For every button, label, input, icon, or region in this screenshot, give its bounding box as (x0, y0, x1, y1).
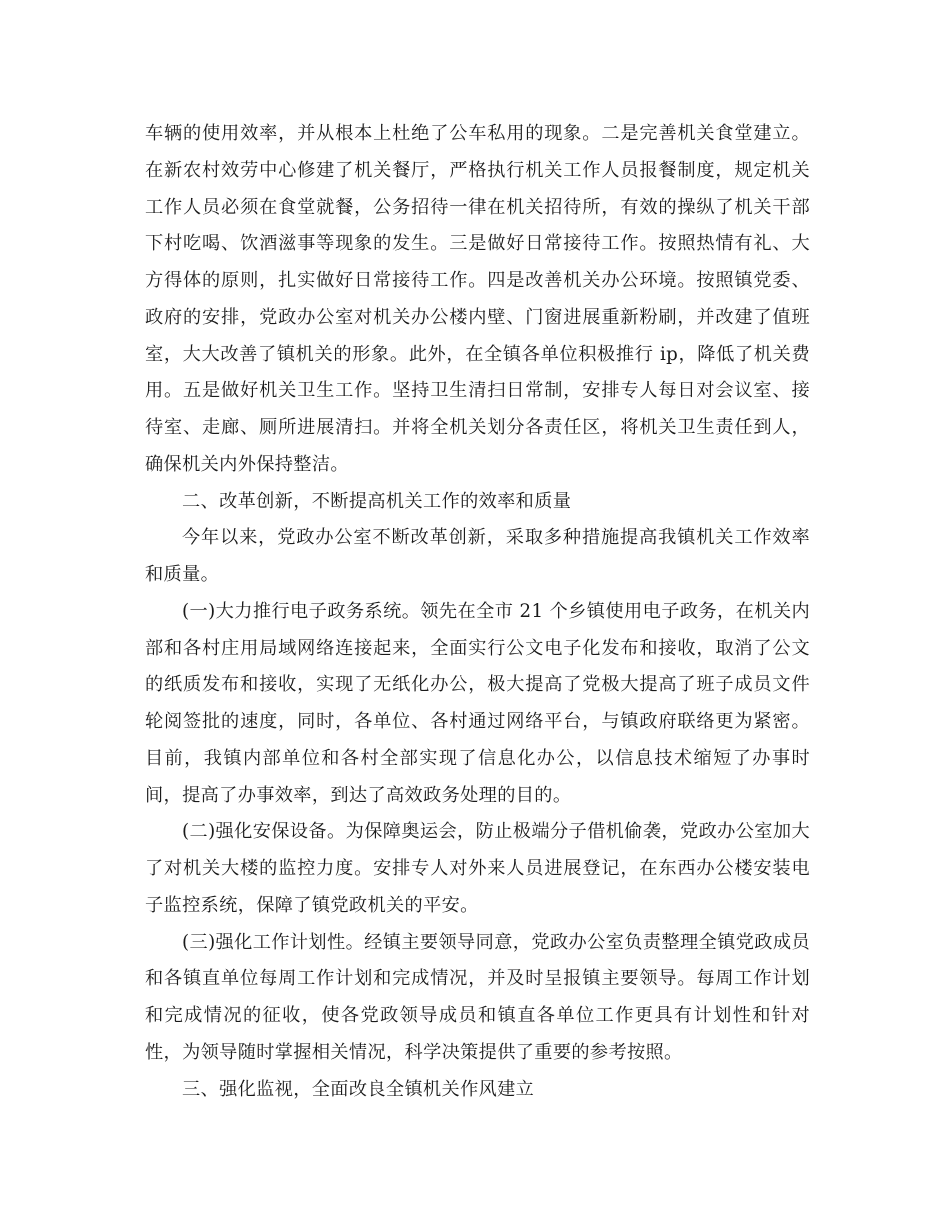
paragraph-item-1: (一)大力推行电子政务系统。领先在全市 21 个乡镇使用电子政务，在机关内部和各村庄用局域网络连接起来，全面实行公文电子化发布和接收，取消了公文的纸质发布和接收，实现了无纸化办公，极大提高了党极大提高了班子成员文件轮阅签批的速度，同时，各单位、各村通过网络平台，与镇政府联络更为紧密。目前，我镇内部单位和各村全部实现了信息化办公，以信息技术缩短了办事时间，提高了办事效率，到达了高效政务处理的目的。 (145, 600, 810, 806)
section-heading-3: 三、强化监视，全面改良全镇机关作风建立 (182, 1078, 535, 1100)
document-body (145, 116, 810, 1108)
paragraph-intro: 今年以来，党政办公室不断改革创新，采取多种措施提高我镇机关工作效率和质量。 (145, 527, 810, 585)
paragraph-item-2: (二)强化安保设备。为保障奥运会，防止极端分子借机偷袭，党政办公室加大了对机关大楼的监控力度。安排专人对外来人员进展登记，在东西办公楼安装电子监控系统，保障了镇党政机关的平安。 (145, 821, 810, 916)
section-heading-2: 二、改革创新，不断提高机关工作的效率和质量 (182, 490, 572, 512)
paragraph-item-3: (三)强化工作计划性。经镇主要领导同意，党政办公室负责整理全镇党政成员和各镇直单位每周工作计划和完成情况，并及时呈报镇主要领导。每周工作计划和完成情况的征收，使各党政领导成员和镇直各单位工作更具有计划性和针对性，为领导随时掌握相关情况，科学决策提供了重要的参考按照。 (145, 931, 810, 1063)
paragraph-continuation: 车辆的使用效率，并从根本上杜绝了公车私用的现象。二是完善机关食堂建立。在新农村效劳中心修建了机关餐厅，严格执行机关工作人员报餐制度，规定机关工作人员必须在食堂就餐，公务招待一律在机关招待所，有效的操纵了机关干部下村吃喝、饮酒滋事等现象的发生。三是做好日常接待工作。按照热情有礼、大方得体的原则，扎实做好日常接待工作。四是改善机关办公环境。按照镇党委、政府的安排，党政办公室对机关办公楼内壁、门窗进展重新粉刷，并改建了值班室，大大改善了镇机关的形象。此外，在全镇各单位积极推行 ip，降低了机关费用。五是做好机关卫生工作。坚持卫生清扫日常制，安排专人每日对会议室、接待室、走廊、厕所进展清扫。并将全机关划分各责任区，将机关卫生责任到人，确保机关内外保持整洁。 (145, 123, 810, 475)
